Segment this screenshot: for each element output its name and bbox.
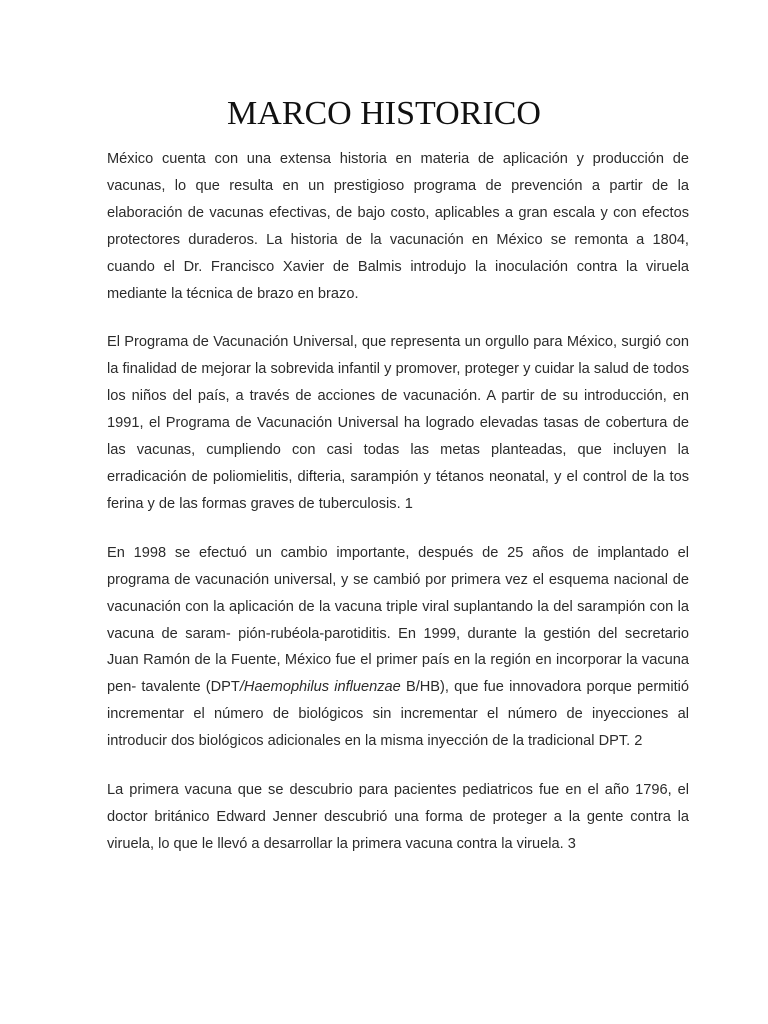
paragraph-text-before: En 1998 se efectuó un cambio importante, después de 25 años de implantado el programa de vacunación universal, y se cambió por primera vez el esquema nacional de vacunación con la aplicación de la vacuna triple viral suplantando la del sarampión con la vacuna de saram- pión-rubéola-parotiditis. En 1999, durante la gestión del secretario Juan Ramón de la Fuente, México fue el primer país en la región en incorporar la vacuna pen- tavalente (DPT [107, 544, 689, 696]
document-title: MARCO HISTORICO [227, 95, 541, 132]
paragraph-italic-haemophilus: /Haemophilus influenzae [239, 679, 401, 696]
paragraph-1998-scheme-change [107, 540, 689, 755]
paragraph-text-after: B/HB), que fue innovadora porque permitió incrementar el número de biológicos sin incrementar el número de inyecciones al introducir dos biológicos adicionales en la misma inyección de la tradicional DPT. 2 [107, 679, 689, 750]
document-body [107, 146, 689, 880]
paragraph-universal-vaccination-program: El Programa de Vacunación Universal, que representa un orgullo para México, surgió con la finalidad de mejorar la sobrevida infantil y promover, proteger y cuidar la salud de todos los niños del país, a través de acciones de vacunación. A partir de su introducción, en 1991, el Programa de Vacunación Universal ha logrado elevadas tasas de cobertura de las vacunas, cumpliendo con casi todas las metas planteadas, que incluyen la erradicación de poliomielitis, difteria, sarampión y tétanos neonatal, y el control de la tos ferina y de las formas graves de tuberculosis. 1 [107, 334, 689, 512]
paragraph-first-vaccine-jenner: La primera vacuna que se descubrio para pacientes pediatricos fue en el año 1796, el doctor británico Edward Jenner descubrió una forma de proteger a la gente contra la viruela, lo que le llevó a desarrollar la primera vacuna contra la viruela. 3 [107, 782, 689, 852]
paragraph-vaccination-history-mexico: México cuenta con una extensa historia en materia de aplicación y producción de vacunas, lo que resulta en un prestigioso programa de prevención a partir de la elaboración de vacunas efectivas, de bajo costo, aplicables a gran escala y con efectos protectores duraderos. La historia de la vacunación en México se remonta a 1804, cuando el Dr. Francisco Xavier de Balmis introdujo la inoculación contra la viruela mediante la técnica de brazo en brazo. [107, 151, 689, 302]
